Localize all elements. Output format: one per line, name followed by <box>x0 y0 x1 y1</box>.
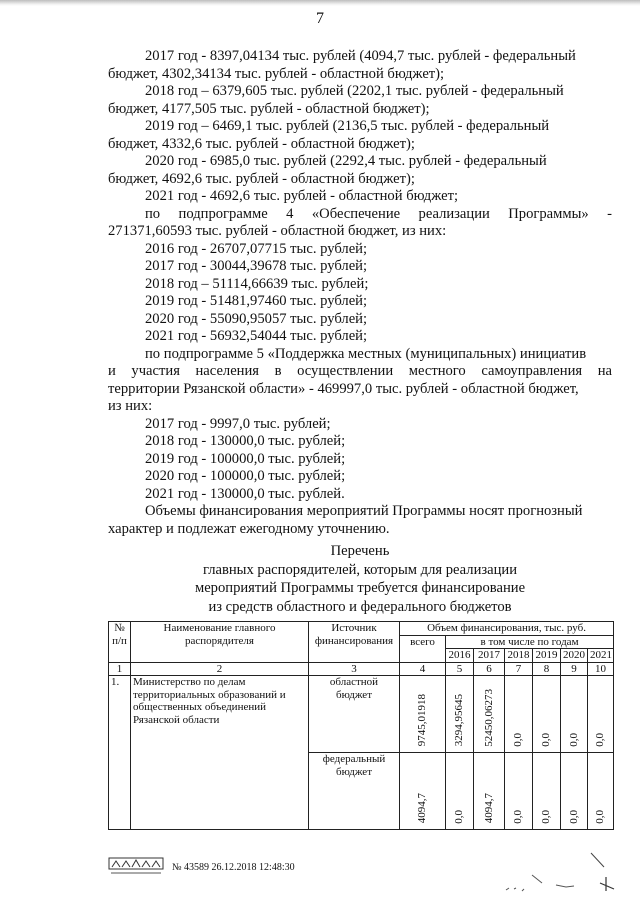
text-line: 2021 год - 130000,0 тыс. рублей. <box>145 485 345 502</box>
value-text: 52450,06273 <box>482 688 495 747</box>
text-line: 2018 год – 51114,66639 тыс. рублей; <box>145 275 369 292</box>
header-total: всего <box>400 635 446 662</box>
text-line: Объемы финансирования мероприятий Программы носят прогнозный <box>145 503 583 519</box>
value-cell <box>561 676 588 753</box>
text-line: 2016 год - 26707,07715 тыс. рублей; <box>145 240 368 257</box>
value-text: 0,0 <box>453 809 466 824</box>
value-cell <box>561 753 588 830</box>
registration-stamp-icon <box>108 855 164 877</box>
value-cell <box>588 676 614 753</box>
value-cell <box>588 753 614 830</box>
index-cell: 9 <box>561 662 588 676</box>
text-line: 2020 год - 6985,0 тыс. рублей (2292,4 тыс. рублей - федеральный <box>145 153 547 169</box>
list-heading <box>150 542 570 616</box>
header-year: 2020 <box>561 649 588 663</box>
text-line: 2020 год - 55090,95057 тыс. рублей; <box>145 310 368 327</box>
header-year: 2017 <box>474 649 505 663</box>
row-source: областной бюджет <box>309 676 400 753</box>
header-volume: Объем финансирования, тыс. руб. <box>400 622 614 636</box>
index-cell: 2 <box>131 662 309 676</box>
scan-edge <box>0 0 640 6</box>
text-line: 2017 год - 9997,0 тыс. рублей; <box>145 415 331 432</box>
row-source: федеральный бюджет <box>309 753 400 830</box>
index-cell: 6 <box>474 662 505 676</box>
text-line: 2020 год - 100000,0 тыс. рублей; <box>145 468 346 484</box>
value-cell <box>474 753 505 830</box>
text-line: и участия населения в осуществлении местного самоуправления на <box>108 363 612 379</box>
financing-table <box>108 621 614 830</box>
heading-line: главных распорядителей, которым для реализации <box>202 561 518 578</box>
value-text: 4094,7 <box>416 793 429 824</box>
text-line: характер и подлежат ежегодному уточнению. <box>108 520 390 537</box>
text-line: по подпрограмме 5 «Поддержка местных (муниципальных) инициатив <box>145 345 587 362</box>
heading-line: из средств областного и федерального бюджетов <box>208 598 512 615</box>
value-text: 0,0 <box>594 809 607 824</box>
text-line: 2018 год – 6379,605 тыс. рублей (2202,1 тыс. рублей - федеральный <box>145 83 564 99</box>
header-year: 2021 <box>588 649 614 663</box>
text-line: бюджет, 4692,6 тыс. рублей - областной бюджет); <box>108 170 415 187</box>
text-line: 2019 год - 100000,0 тыс. рублей; <box>145 450 346 467</box>
header-name: Наименование главного распорядителя <box>131 622 309 663</box>
text-line: территории Рязанской области» - 469997,0 тыс. рублей - областной бюджет, <box>108 380 579 397</box>
table-index-row <box>109 662 614 676</box>
value-text: 0,0 <box>567 809 580 824</box>
value-cell <box>446 676 474 753</box>
text-line: бюджет, 4332,6 тыс. рублей - областной бюджет); <box>108 135 415 152</box>
footer-registration: № 43589 26.12.2018 12:48:30 <box>172 862 295 873</box>
heading-line: мероприятий Программы требуется финансирование <box>194 580 526 596</box>
value-text: 0,0 <box>540 809 553 824</box>
text-line: 271371,60593 тыс. рублей - областной бюджет, из них: <box>108 223 447 239</box>
text-line: 2021 год - 56932,54044 тыс. рублей; <box>145 328 368 344</box>
value-cell <box>400 753 446 830</box>
table-row <box>109 676 614 753</box>
body-text <box>108 48 612 538</box>
text-line: 2021 год - 4692,6 тыс. рублей - областной бюджет; <box>145 188 459 204</box>
text-line: 2019 год - 51481,97460 тыс. рублей; <box>145 293 368 309</box>
value-cell <box>533 676 561 753</box>
value-text: 0,0 <box>594 732 607 747</box>
text-line: 2019 год – 6469,1 тыс. рублей (2136,5 тыс. рублей - федеральный <box>145 118 550 134</box>
value-text: 0,0 <box>512 809 525 824</box>
value-text: 0,0 <box>567 732 580 747</box>
text-line: из них: <box>108 398 153 414</box>
value-cell <box>505 753 533 830</box>
value-cell <box>533 753 561 830</box>
value-text: 0,0 <box>540 732 553 747</box>
value-cell <box>505 676 533 753</box>
header-year: 2018 <box>505 649 533 663</box>
value-cell <box>400 676 446 753</box>
value-cell <box>474 676 505 753</box>
signature-marks-icon <box>496 845 626 900</box>
value-text: 9745,01918 <box>416 694 429 747</box>
value-text: 0,0 <box>512 732 525 747</box>
page-number: 7 <box>316 10 324 27</box>
text-line: 2018 год - 130000,0 тыс. рублей; <box>145 433 346 449</box>
header-source: Источник финансирования <box>309 622 400 663</box>
row-name: Министерство по делам территориальных образований и общественных объединений Рязанской области <box>131 676 309 830</box>
header-num: № п/п <box>109 622 131 663</box>
value-cell <box>446 753 474 830</box>
index-cell: 7 <box>505 662 533 676</box>
row-num: 1. <box>109 676 131 830</box>
index-cell: 3 <box>309 662 400 676</box>
text-line: 2017 год - 30044,39678 тыс. рублей; <box>145 258 368 274</box>
value-text: 3294,95645 <box>453 694 466 747</box>
header-year: 2019 <box>533 649 561 663</box>
index-cell: 1 <box>109 662 131 676</box>
table-header-row <box>109 622 614 636</box>
text-line: по подпрограмме 4 «Обеспечение реализации Программы» - <box>145 205 612 222</box>
text-line: бюджет, 4302,34134 тыс. рублей - областной бюджет); <box>108 65 445 82</box>
header-incl: в том числе по годам <box>446 635 614 649</box>
text-line: бюджет, 4177,505 тыс. рублей - областной бюджет); <box>108 100 430 117</box>
text-line: 2017 год - 8397,04134 тыс. рублей (4094,7 тыс. рублей - федеральный <box>145 48 576 64</box>
value-text: 4094,7 <box>482 793 495 824</box>
header-year: 2016 <box>446 649 474 663</box>
index-cell: 4 <box>400 662 446 676</box>
index-cell: 8 <box>533 662 561 676</box>
heading-title: Перечень <box>330 543 390 559</box>
index-cell: 5 <box>446 662 474 676</box>
index-cell: 10 <box>588 662 614 676</box>
